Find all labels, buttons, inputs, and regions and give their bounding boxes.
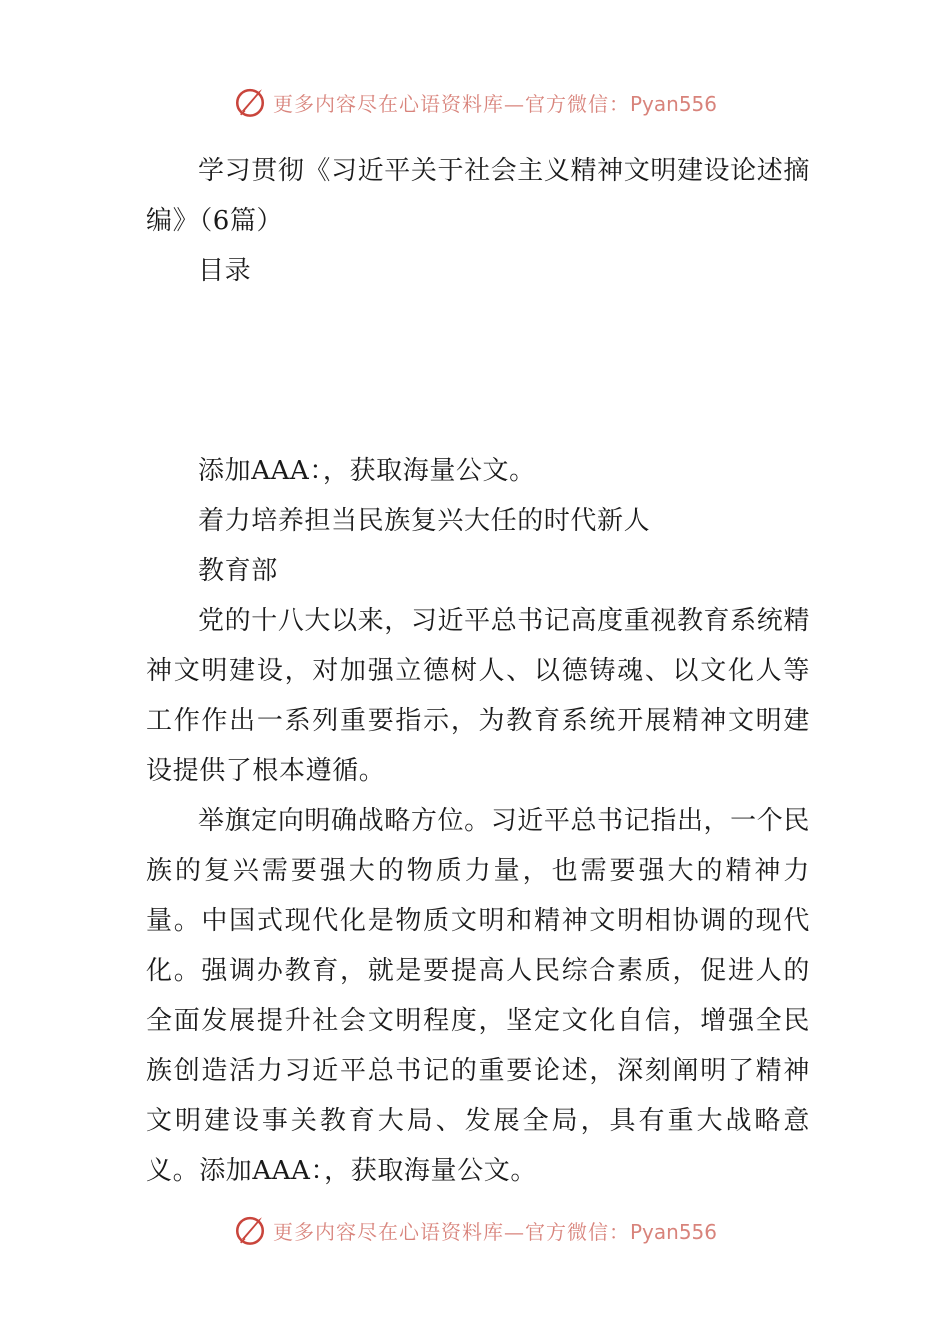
quill-logo-icon bbox=[233, 85, 267, 119]
document-title: 学习贯彻《习近平关于社会主义精神文明建设论述摘编》（6篇） bbox=[146, 156, 810, 236]
watermark-text: 更多内容尽在心语资料库—官方微信：Pyan556 bbox=[272, 91, 717, 116]
article-headline: 着力培养担当民族复兴大任的时代新人 bbox=[198, 506, 651, 536]
header-watermark-banner bbox=[0, 82, 950, 122]
wechat-id: Pyan556 bbox=[629, 1219, 717, 1244]
promo-line: 添加AAA：，获取海量公文。 bbox=[198, 456, 536, 486]
article-paragraph: 举旗定向明确战略方位。习近平总书记指出，一个民族的复兴需要强大的物质力量，也需要强大的精神力量。中国式现代化是物质文明和精神文明相协调的现代化。强调办教育，就是要提高人民综合素质，促进人的全面发展提升社会文明程度，坚定文化自信，增强全民族创造活力习近平总书记的重要论述，深刻阐明了精神文明建设事关教育大局、发展全局，具有重大战略意义。添加AAA：，获取海量公文。 bbox=[146, 806, 810, 1186]
quill-logo-icon bbox=[233, 1213, 267, 1247]
toc-label: 目录 bbox=[198, 256, 252, 286]
watermark-text: 更多内容尽在心语资料库—官方微信：Pyan556 bbox=[272, 1219, 717, 1244]
wechat-id: Pyan556 bbox=[629, 91, 717, 116]
article-author: 教育部 bbox=[198, 556, 278, 586]
article-paragraph: 党的十八大以来，习近平总书记高度重视教育系统精神文明建设，对加强立德树人、以德铸魂、以文化人等工作作出一系列重要指示，为教育系统开展精神文明建设提供了根本遵循。 bbox=[146, 606, 810, 786]
document-body bbox=[146, 146, 810, 1196]
footer-watermark-banner bbox=[0, 1210, 950, 1250]
